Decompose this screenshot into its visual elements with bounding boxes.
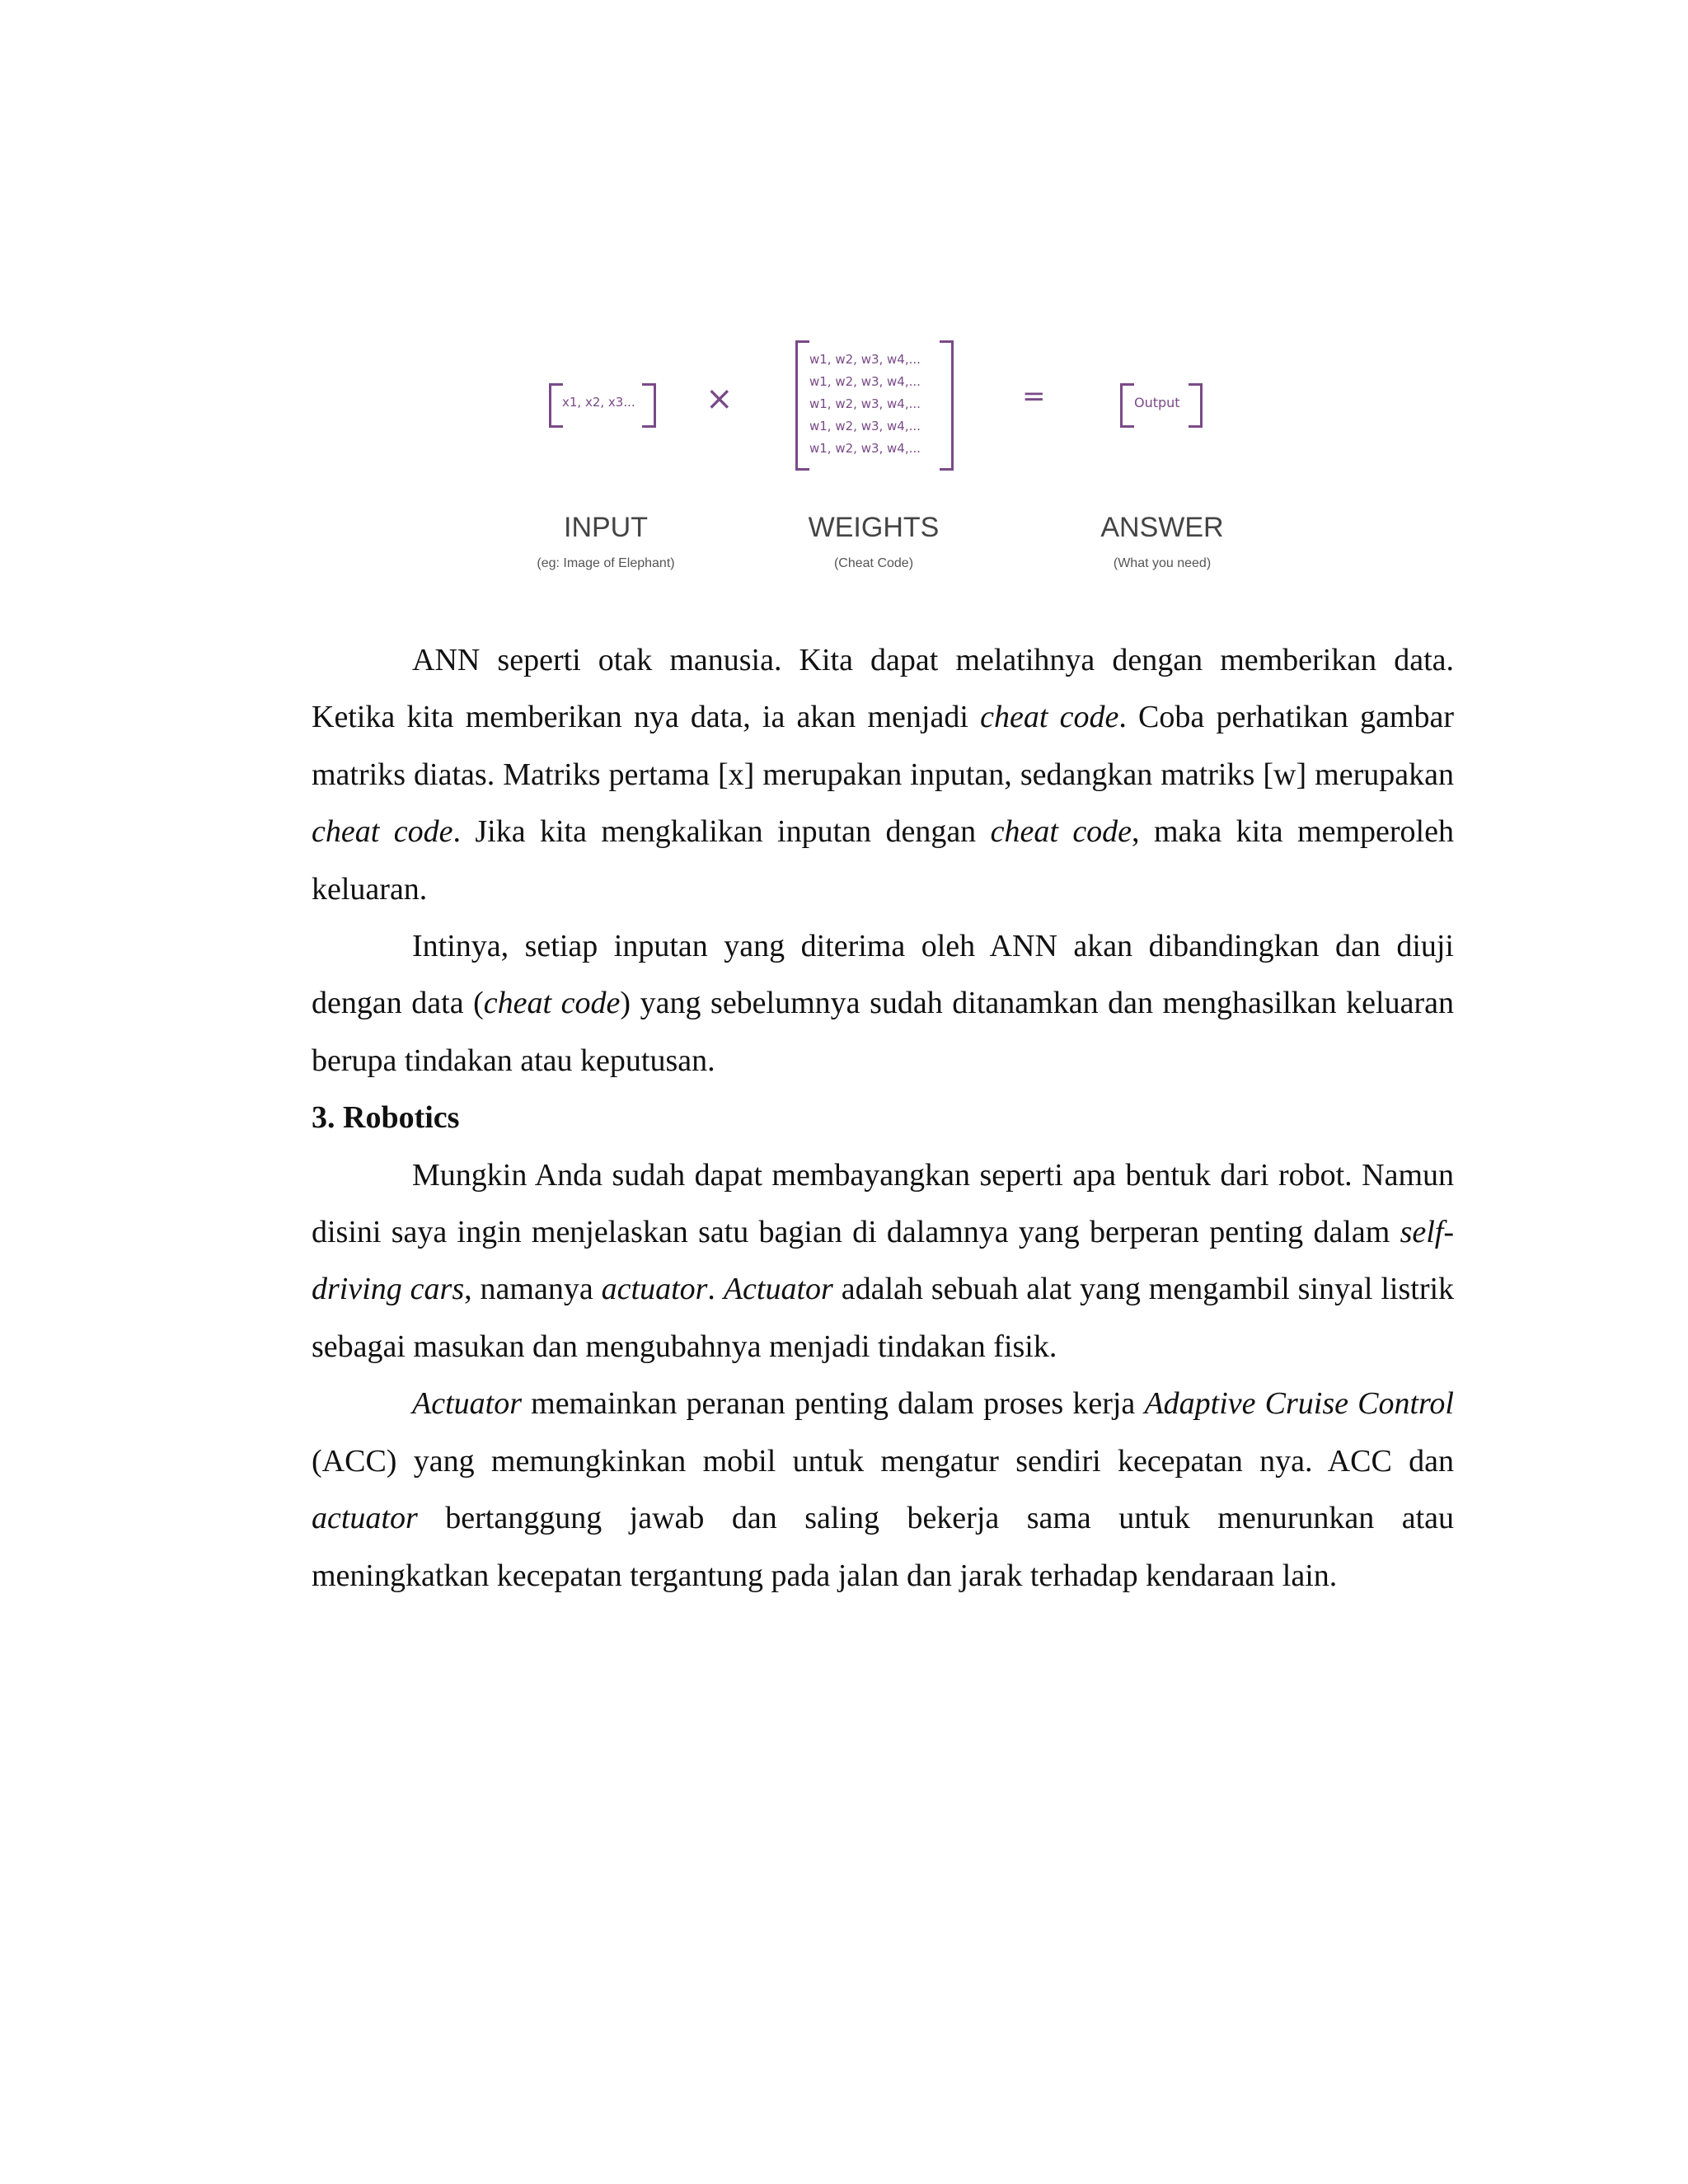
equals-sign: = — [1022, 380, 1046, 413]
multiply-sign: × — [706, 380, 734, 418]
weights-row: w1, w2, w3, w4,... — [809, 396, 921, 411]
paragraph-actuator: Actuator memainkan peranan penting dalam proses kerja Adaptive Cruise Control (ACC) yang memungkinkan mobil untuk mengatur sendiri kecepatan nya. ACC dan actuator bertanggung jawab dan saling bekerja sama untuk menurunkan atau meningkatkan kecepatan tergantung pada jalan dan jarak terhadap kendaraan lain. — [312, 1386, 1454, 1593]
weights-subtitle: (Cheat Code) — [833, 556, 914, 570]
paragraph-intinya: Intinya, setiap inputan yang diterima oleh ANN akan dibandingkan dan diuji dengan data (cheat code) yang sebelumnya sudah ditanamkan dan menghasilkan keluaran berupa tindakan atau keputusan. — [312, 929, 1454, 1078]
answer-title: ANSWER — [1100, 512, 1224, 543]
body-text — [312, 632, 1454, 1605]
weights-matrix-values — [809, 349, 921, 460]
weights-title: WEIGHTS — [808, 512, 940, 543]
weights-row: w1, w2, w3, w4,... — [809, 441, 921, 456]
paragraph-robot: Mungkin Anda sudah dapat membayangkan seperti apa bentuk dari robot. Namun disini saya ingin menjelaskan satu bagian di dalamnya yang berperan penting dalam self-driving cars, namanya actuator. Actuator adalah sebuah alat yang mengambil sinyal listrik sebagai masukan dan mengubahnya menjadi tindakan fisik. — [312, 1157, 1455, 1364]
answer-subtitle: (What you need) — [1113, 556, 1212, 570]
weights-row: w1, w2, w3, w4,... — [809, 419, 921, 434]
input-title: INPUT — [564, 512, 648, 543]
input-matrix-values: x1, x2, x3... — [562, 395, 635, 410]
section-heading-robotics: 3. Robotics — [312, 1100, 460, 1136]
output-label: Output — [1134, 395, 1180, 410]
weights-row: w1, w2, w3, w4,... — [809, 374, 921, 389]
input-subtitle: (eg: Image of Elephant) — [537, 556, 675, 570]
weights-row: w1, w2, w3, w4,... — [809, 352, 921, 367]
paragraph-ann: ANN seperti otak manusia. Kita dapat melatihnya dengan memberikan data. Ketika kita memberikan nya data, ia akan menjadi cheat code. Coba perhatikan gambar matriks diatas. Matriks pertama [x] merupakan inputan, sedangkan matriks [w] merupakan cheat code. Jika kita mengkalikan inputan dengan cheat code, maka kita memperoleh keluaran. — [312, 643, 1454, 907]
matrix-diagram — [511, 326, 1253, 589]
